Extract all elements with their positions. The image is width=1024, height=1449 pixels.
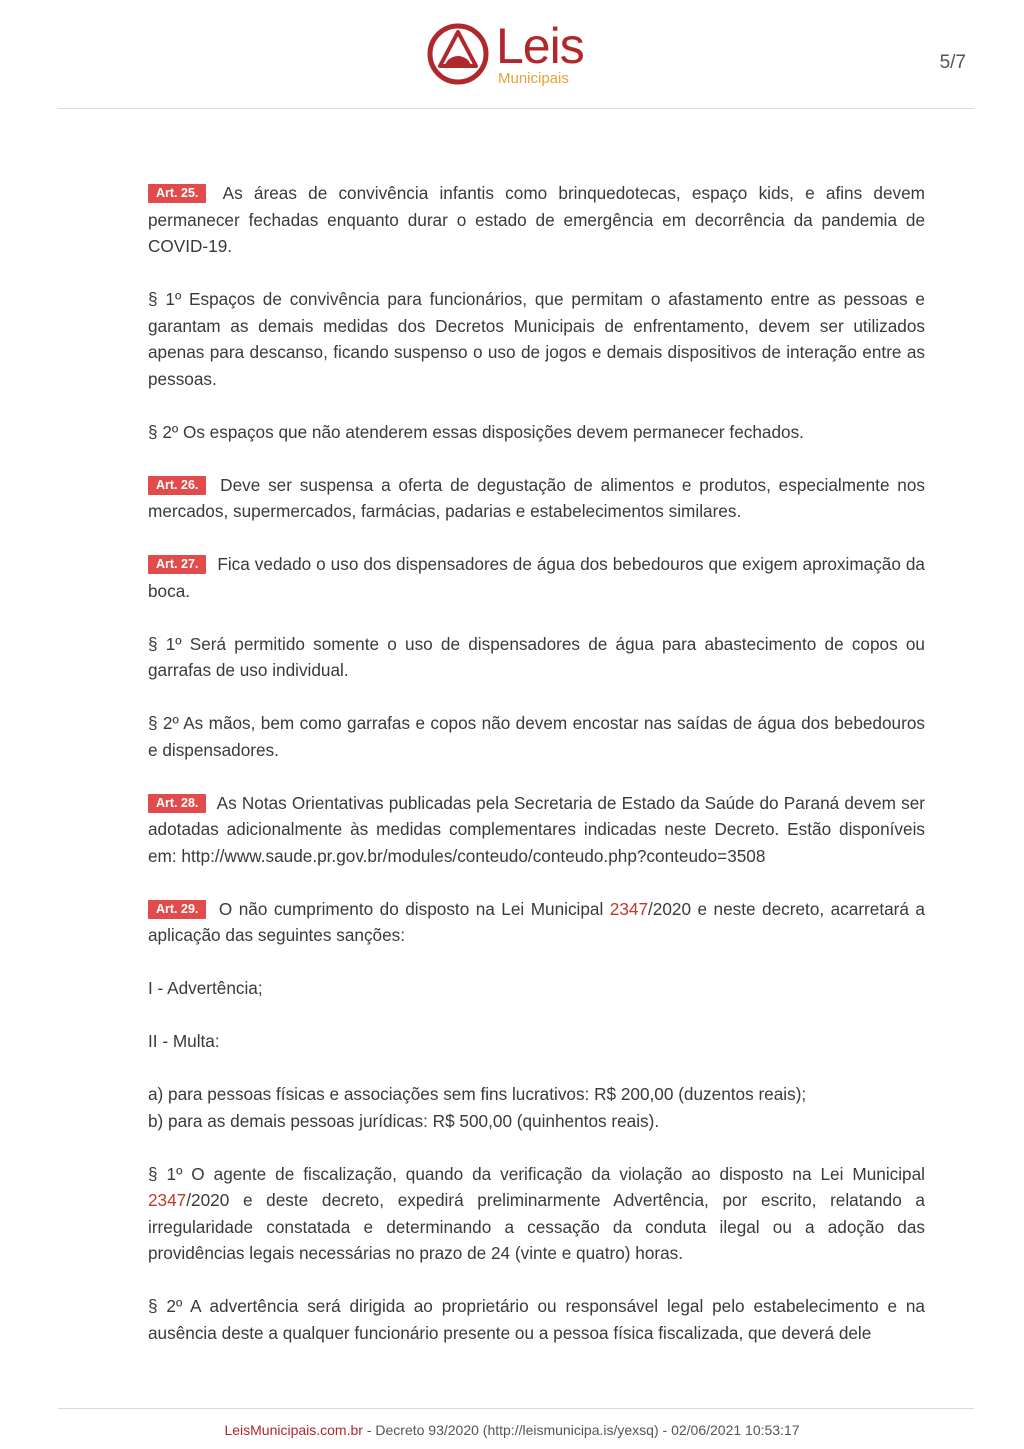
page-footer [0, 1422, 1024, 1438]
fine-item-b: b) para as demais pessoas jurídicas: R$ 500,00 (quinhentos reais). [148, 1110, 660, 1131]
sanction-item-2: II - Multa: [148, 1031, 220, 1051]
logo-subtitle: Municipais [498, 70, 569, 87]
article-badge: Art. 25. [148, 184, 206, 203]
article-text-start: O não cumprimento do disposto na Lei Municipal [218, 898, 610, 919]
article-text: Fica vedado o uso dos dispensadores de água dos bebedouros que exigem aproximação da boca. [148, 554, 925, 601]
sanction-item-1: I - Advertência; [148, 978, 263, 998]
article-badge: Art. 27. [148, 555, 206, 574]
article-27-paragraph-2: § 2º As mãos, bem como garrafas e copos não devem encostar nas saídas de água dos bebedouros e dispensadores. [148, 713, 925, 760]
article-26 [148, 472, 925, 525]
article-badge: Art. 28. [148, 794, 206, 813]
footer-datetime: 02/06/2021 10:53:17 [671, 1422, 800, 1438]
article-25-paragraph-2: § 2º Os espaços que não atenderem essas disposições devem permanecer fechados. [148, 421, 804, 442]
footer-document-ref: - Decreto 93/2020 (http://leismunicipa.is/yexsq) - [362, 1422, 672, 1438]
document-body [148, 180, 925, 1373]
article-27-paragraph-1: § 1º Será permitido somente o uso de dispensadores de água para abastecimento de copos ou garrafas de uso individual. [148, 633, 925, 680]
article-29-paragraph-2: § 2º A advertência será dirigida ao proprietário ou responsável legal pelo estabelecimento e na ausência deste a qualquer funcionário presente ou a pessoa física fiscalizada, que deverá dele [148, 1296, 925, 1343]
footer-divider [58, 1408, 974, 1409]
article-25 [148, 180, 925, 260]
article-text: Deve ser suspensa a oferta de degustação de alimentos e produtos, especialmente nos mercados, supermercados, farmácias, padarias e estabelecimentos similares. [148, 474, 925, 521]
header-divider [58, 108, 974, 109]
law-link[interactable]: 2347 [148, 1190, 187, 1210]
article-28 [148, 790, 925, 870]
paragraph-text-end: /2020 e deste decreto, expedirá preliminarmente Advertência, por escrito, relatando a irregularidade constatada e determinando a cessação da conduta ilegal ou a adoção das providências legais necessárias no prazo de 24 (vinte e quatro) horas. [148, 1190, 925, 1263]
law-link[interactable]: 2347 [609, 898, 649, 919]
article-27 [148, 551, 925, 604]
article-badge: Art. 29. [148, 900, 206, 919]
page-header [0, 0, 1024, 110]
logo-wordmark: Leis [496, 18, 584, 74]
paragraph-text-start: § 1º O agente de fiscalização, quando da verificação da violação ao disposto na Lei Municipal [148, 1163, 925, 1184]
article-text-end: /2020 e neste decreto, acarretará a aplicação das seguintes sanções: [148, 898, 925, 945]
footer-brand-link[interactable]: LeisMunicipais.com.br [224, 1422, 363, 1438]
article-text: As Notas Orientativas publicadas pela Secretaria de Estado da Saúde do Paraná devem ser adotadas adicionalmente às medidas complementares indicadas neste Decreto. Estão disponíveis em: http://www.saude.pr.gov.br/modules/conteudo/conteudo.php?conteudo=3508 [148, 792, 925, 866]
article-25-paragraph-1: § 1º Espaços de convivência para funcionários, que permitam o afastamento entre as pessoas e garantam as demais medidas dos Decretos Municipais de enfrentamento, devem ser utilizados apenas para descanso, ficando suspenso o uso de jogos e demais dispositivos de interação entre as pessoas. [148, 289, 925, 389]
page-number: 5/7 [939, 52, 966, 73]
article-text: As áreas de convivência infantis como brinquedotecas, espaço kids, e afins devem permanecer fechadas enquanto durar o estado de emergência em decorrência da pandemia de COVID-19. [148, 183, 925, 256]
article-29-paragraph-1 [148, 1161, 925, 1267]
article-badge: Art. 26. [148, 476, 206, 495]
fine-item-a: a) para pessoas físicas e associações sem fins lucrativos: R$ 200,00 (duzentos reais); [148, 1084, 807, 1104]
leis-municipais-logo[interactable] [426, 18, 586, 88]
scale-logo-icon [426, 22, 490, 86]
article-29 [148, 896, 925, 949]
